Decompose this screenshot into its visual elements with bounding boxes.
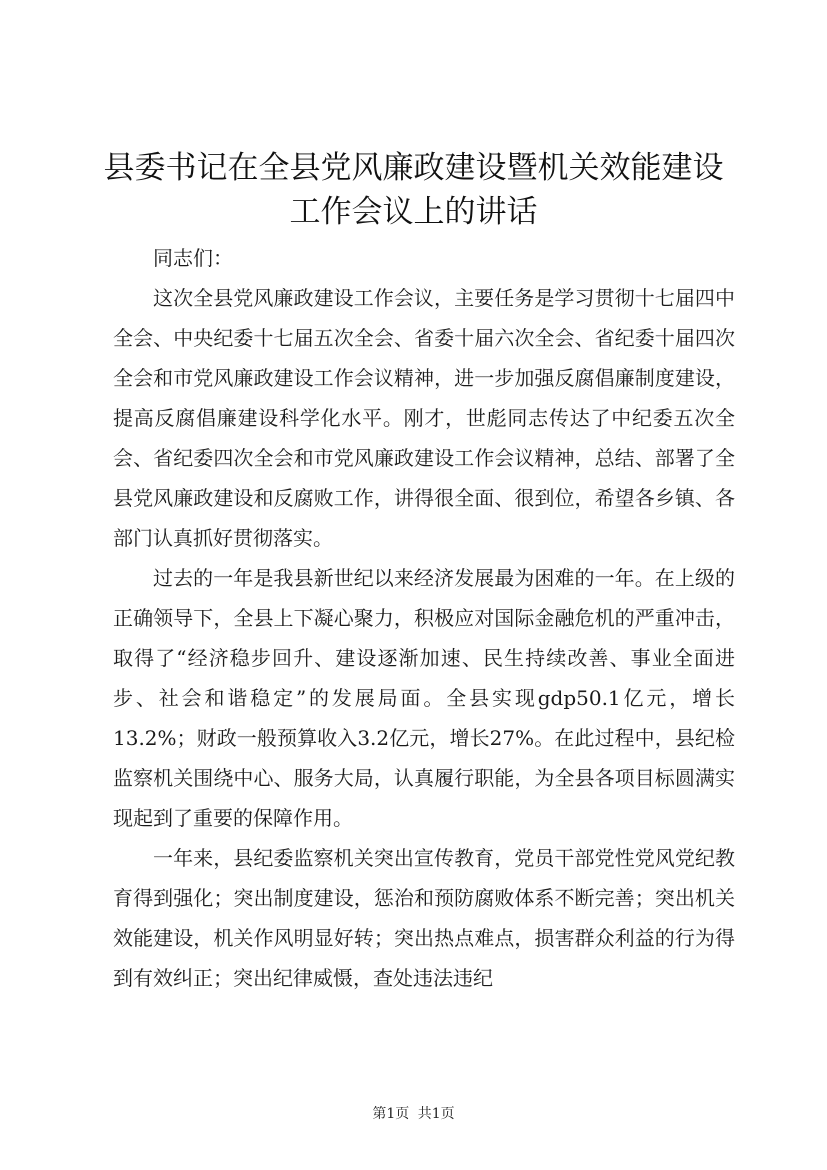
page-footer [0,1103,827,1123]
page-number: 第1页 [372,1106,410,1122]
paragraph-2: 过去的一年是我县新世纪以来经济发展最为困难的一年。在上级的正确领导下，全县上下凝心聚力，积极应对国际金融危机的严重冲击，取得了“经济稳步回升、建设逐渐加速、民生持续改善、事业全面进步、社会和谐稳定”的发展局面。全县实现gdp50.1亿元，增长13.2%；财政一般预算收入3.2亿元，增长27%。在此过程中，县纪检监察机关围绕中心、服务大局，认真履行职能，为全县各项目标圆满实现起到了重要的保障作用。 [113,566,735,830]
document-body [113,238,735,998]
page-total: 共1页 [417,1106,455,1122]
paragraph-1: 这次全县党风廉政建设工作会议，主要任务是学习贯彻十七届四中全会、中央纪委十七届五次全会、省委十届六次全会、省纪委十届四次全会和市党风廉政建设工作会议精神，进一步加强反腐倡廉制度建设，提高反腐倡廉建设科学化水平。刚才，世彪同志传达了中纪委五次全会、省纪委四次全会和市党风廉政建设工作会议精神，总结、部署了全县党风廉政建设和反腐败工作，讲得很全面、很到位，希望各乡镇、各部门认真抓好贯彻落实。 [113,286,735,550]
title-line-2: 工作会议上的讲话 [289,194,538,230]
greeting: 同志们： [153,246,233,270]
document-title [0,146,827,234]
paragraph-3: 一年来，县纪委监察机关突出宣传教育，党员干部党性党风党纪教育得到强化；突出制度建设，惩治和预防腐败体系不断完善；突出机关效能建设，机关作风明显好转；突出热点难点，损害群众利益的行为得到有效纠正；突出纪律威慑，查处违法违纪 [113,846,735,990]
title-line-1: 县委书记在全县党风廉政建设暨机关效能建设 [103,150,724,186]
